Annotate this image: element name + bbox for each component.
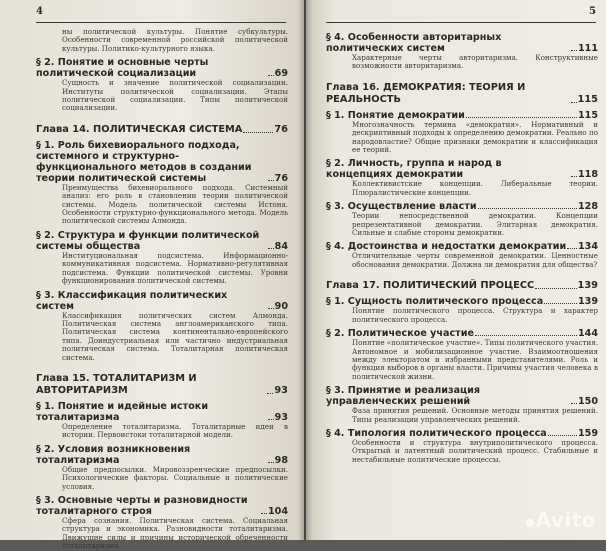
avito-watermark bbox=[526, 508, 596, 532]
toc-line bbox=[326, 158, 598, 180]
toc-description: Преимущества бихевиорального подхода. Системный анализ: его роль в становлении теории политической системы. Модель политической системы Истона. Особенности структурно-функционального метода. Модель политической системы Алмонда. bbox=[62, 182, 288, 226]
page-ref: 90 bbox=[274, 300, 288, 312]
page-ref: 69 bbox=[274, 68, 288, 80]
toc-description: Общие предпосылки. Мировоззренческие предпосылки. Психологические факторы. Социальные и политические условия. bbox=[62, 464, 288, 491]
chapter-title: Глава 14. ПОЛИТИЧЕСКАЯ СИСТЕМА bbox=[36, 123, 243, 135]
page-ref: 139 bbox=[577, 280, 598, 292]
right-page-number: 5 bbox=[589, 6, 596, 17]
leader-dots bbox=[571, 50, 577, 51]
leader-dots bbox=[268, 462, 274, 463]
page-ref: 93 bbox=[274, 411, 288, 423]
toc-description: Институциональная подсистема. Информационно-коммуникативная подсистема. Нормативно-регулятивная подсистема. Функции политической системы. Уровни функционирования политической системы. bbox=[62, 250, 288, 286]
leader-dots bbox=[475, 335, 577, 336]
leader-dots bbox=[268, 308, 274, 309]
toc-section bbox=[36, 444, 288, 466]
toc-line bbox=[36, 124, 288, 136]
toc-chapter bbox=[36, 373, 288, 397]
section-title: § 1. Сущность политического процесса bbox=[326, 296, 544, 308]
page-ref: 139 bbox=[577, 296, 598, 308]
toc-section bbox=[326, 385, 598, 407]
right-header-rule bbox=[326, 22, 596, 23]
toc-description: Сфера сознания. Политическая система. Социальная структура и экономика. Разновидности тоталитаризма. Движущие силы и причины исторической обреченности тоталитаризма. bbox=[62, 515, 288, 551]
page-ref: 84 bbox=[274, 240, 288, 252]
leader-dots bbox=[548, 435, 577, 436]
watermark-text: Avito bbox=[535, 508, 596, 532]
right-toc-column bbox=[326, 28, 598, 464]
toc-description: Понятие политического процесса. Структура и характер политического процесса. bbox=[352, 306, 598, 324]
toc-section bbox=[326, 158, 598, 180]
leader-dots bbox=[478, 208, 577, 209]
page-ref: 115 bbox=[577, 93, 598, 105]
section-title: § 1. Понятие и идейные истоки тоталитаризма bbox=[36, 400, 209, 423]
section-title: § 1. Понятие демократии bbox=[326, 109, 465, 121]
toc-section bbox=[36, 230, 288, 252]
toc-section bbox=[36, 401, 288, 423]
toc-description: Отличительные черты современной демократии. Ценностные обоснования демократии. Должна ли демократия для общества? bbox=[352, 251, 598, 269]
section-title: § 4. Особенности авторитарных политических систем bbox=[326, 32, 502, 54]
leader-dots bbox=[268, 75, 274, 76]
toc-line bbox=[36, 57, 288, 79]
chapter-title: Глава 15. ТОТАЛИТАРИЗМ И АВТОРИТАРИЗМ bbox=[36, 372, 197, 396]
leader-dots bbox=[268, 419, 274, 420]
toc-line bbox=[36, 495, 288, 517]
chapter-title: Глава 17. ПОЛИТИЧЕСКИЙ ПРОЦЕСС bbox=[326, 280, 535, 292]
page-ref: 134 bbox=[577, 241, 598, 253]
section-title: § 3. Основные черты и разновидности тоталитарного строя bbox=[36, 494, 248, 517]
toc-description: Понятие «политическое участие». Типы политического участия. Автономное и мобилизационное участие. Взаимоотношения между электоратом и избранными представителями. Роль и функция выборов в органы власти. Причины участия человека в политической жизни. bbox=[352, 338, 599, 381]
leader-dots bbox=[567, 248, 577, 249]
toc-line bbox=[36, 373, 288, 397]
leader-dots bbox=[571, 176, 577, 177]
toc-line bbox=[326, 280, 598, 292]
leader-dots bbox=[267, 393, 273, 394]
toc-chapter bbox=[326, 82, 598, 106]
toc-line bbox=[36, 444, 288, 466]
leader-dots bbox=[535, 288, 576, 289]
section-title: § 4. Типология политического процесса bbox=[326, 427, 547, 439]
section-title: § 3. Классификация политических систем bbox=[36, 289, 228, 312]
toc-description: Многозначность термина «демократия». Нормативный и дескриптивный подходы к определению демократии. Реально по народовластие? Общие признаки демократии и классификация ее теорий. bbox=[352, 119, 598, 155]
section-title: § 2. Условия возникновения тоталитаризма bbox=[36, 443, 191, 466]
toc-description: Определение тоталитаризма. Тоталитарные идеи в истории. Первоистоки тоталитарной модели. bbox=[62, 421, 288, 440]
section-title: § 2. Личность, группа и народ в концепциях демократии bbox=[326, 158, 502, 181]
page-ref: 159 bbox=[577, 427, 598, 439]
page-ref: 111 bbox=[577, 43, 598, 54]
section-title: § 2. Структура и функции политической системы общества bbox=[36, 229, 260, 252]
toc-description: Фаза принятия решений. Основные методы принятия решений. Типы реализации управленческих решений. bbox=[352, 406, 598, 424]
book-gutter bbox=[298, 0, 312, 540]
toc-line bbox=[326, 385, 598, 407]
leader-dots bbox=[268, 180, 274, 181]
section-title: § 1. Роль бихевиорального подхода, системного и структурно-функционального методов в создании теории политической системы bbox=[36, 139, 252, 184]
toc-line bbox=[36, 140, 288, 184]
toc-section bbox=[36, 57, 288, 79]
page-ref: 128 bbox=[577, 201, 598, 213]
page-ref: 104 bbox=[267, 505, 288, 517]
toc-description: ны политической культуры. Понятие субкультуры. Особенности современной российской политической культуры. Политико-культурного языка. bbox=[62, 27, 288, 53]
leader-dots bbox=[571, 403, 577, 404]
toc-section bbox=[36, 140, 288, 184]
page-ref: 76 bbox=[274, 172, 288, 184]
section-title: § 3. Принятие и реализация управленческих решений bbox=[326, 385, 481, 408]
section-title: § 2. Понятие и основные черты политической социализации bbox=[36, 57, 209, 80]
leader-dots bbox=[243, 132, 273, 133]
toc-description: Сущность и значение политической социализации. Институты политической социализации. Этапы политической социализации. Типы политической социализации. bbox=[62, 78, 288, 113]
section-title: § 3. Осуществление власти bbox=[326, 201, 477, 213]
toc-line bbox=[36, 290, 288, 312]
page-ref: 150 bbox=[577, 396, 598, 408]
leader-dots bbox=[268, 248, 274, 249]
left-page-number: 4 bbox=[36, 6, 43, 17]
page-ref: 76 bbox=[274, 123, 288, 135]
leader-dots bbox=[544, 303, 577, 304]
toc-description: Характерные черты авторитаризма. Конструктивные возможности авторитаризма. bbox=[352, 53, 598, 71]
leader-dots bbox=[261, 513, 267, 514]
page-ref: 93 bbox=[274, 384, 288, 396]
leader-dots bbox=[466, 117, 577, 118]
chapter-title: Глава 16. ДЕМОКРАТИЯ: ТЕОРИЯ И РЕАЛЬНОСТЬ bbox=[326, 81, 526, 105]
toc-section bbox=[326, 32, 598, 54]
left-toc-column bbox=[36, 28, 288, 551]
toc-section bbox=[36, 495, 288, 517]
toc-description: Классификация политических систем Алмонда. Политическая система англоамериканского типа. Политическая система континентально-европейского типа. Доиндустриальная или частично индустриальная политическая система. Тоталитарная политическая система. bbox=[62, 310, 288, 362]
toc-line bbox=[326, 82, 598, 106]
toc-line bbox=[326, 32, 598, 54]
toc-line bbox=[36, 401, 288, 423]
toc-description: Теории непосредственной демократии. Концепции репрезентативной демократии. Элитарная демократия. Сильные и слабые стороны демократии. bbox=[352, 211, 598, 238]
left-header-rule bbox=[36, 22, 286, 23]
toc-chapter bbox=[36, 124, 288, 136]
right-page bbox=[306, 0, 606, 540]
page-ref: 144 bbox=[577, 328, 598, 340]
toc-description: Коллективистские концепции. Либеральные теории. Плюралистические концепции. bbox=[352, 179, 598, 197]
section-title: § 2. Политическое участие bbox=[326, 328, 474, 340]
page-ref: 115 bbox=[577, 109, 598, 121]
toc-line bbox=[36, 230, 288, 252]
leader-dots bbox=[571, 102, 577, 103]
watermark-dot-icon bbox=[526, 519, 534, 527]
page-ref: 118 bbox=[577, 169, 598, 181]
toc-section bbox=[36, 290, 288, 312]
section-title: § 4. Достоинства и недостатки демократии bbox=[326, 241, 567, 253]
toc-chapter bbox=[326, 280, 598, 292]
page-ref: 98 bbox=[274, 454, 288, 466]
toc-description: Особенности и структура внутриполитического процесса. Открытый и латентный политический процесс. Стабильные и нестабильные политические процессы. bbox=[352, 437, 598, 464]
